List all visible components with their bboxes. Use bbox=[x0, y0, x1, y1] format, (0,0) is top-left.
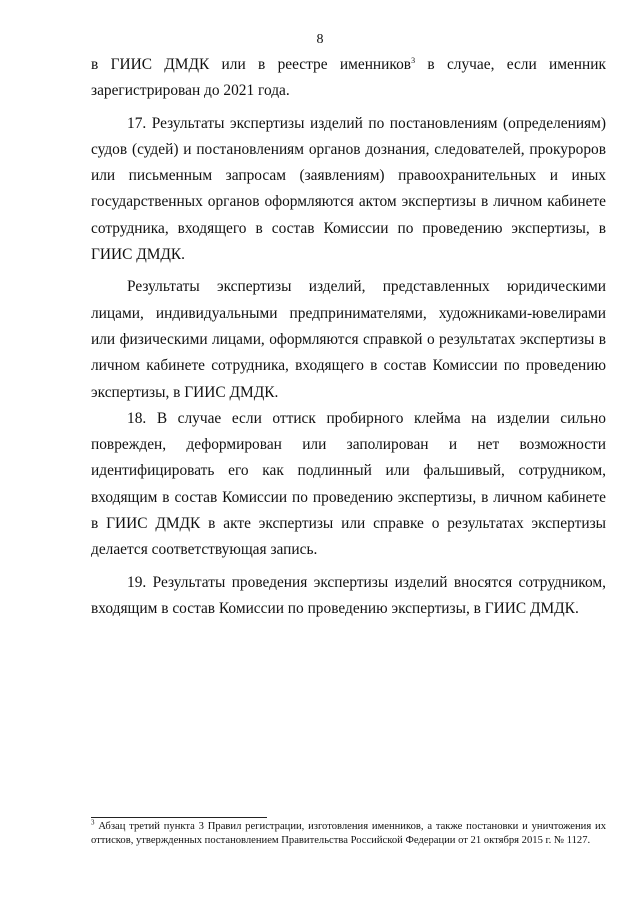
paragraph-item-18: 18. В случае если оттиск пробирного клейма на изделии сильно поврежден, деформирован или заполирован и нет возможности идентифицировать его как подлинный или фальшивый, сотрудником, входящим в состав Комиссии по проведению экспертизы, в личном кабинете в ГИИС ДМДК в акте экспертизы или справке о результатах экспертизы делается соответствующая запись. bbox=[91, 409, 606, 559]
footnote bbox=[91, 820, 606, 848]
paragraph-text: в ГИИС ДМДК или в реестре именников bbox=[91, 56, 412, 73]
footnote-separator bbox=[91, 817, 267, 818]
paragraph-item-17-second: Результаты экспертизы изделий, представленных юридическими лицами, индивидуальными предпринимателями, художниками-ювелирами или физическими лицами, оформляются справкой о результатах экспертизы в личном кабинете сотрудника, входящего в состав Комиссии по проведению экспертизы, в ГИИС ДМДК. bbox=[91, 278, 606, 401]
paragraph-continuation bbox=[91, 52, 606, 105]
paragraph-item-19: 19. Результаты проведения экспертизы изделий вносятся сотрудником, входящим в состав Комиссии по проведению экспертизы, в ГИИС ДМДК. bbox=[91, 573, 606, 617]
footnote-text: Абзац третий пункта 3 Правил регистрации, изготовления именников, а также постановки и уничтожения их оттисков, утвержденных постановлением Правительства Российской Федерации от 21 октября 2015 г. № 1127. bbox=[91, 821, 606, 846]
footnote-mark: 3 bbox=[91, 818, 95, 827]
document-body bbox=[91, 52, 606, 622]
page-number: 8 bbox=[316, 32, 324, 47]
footnote-reference: 3 bbox=[411, 55, 416, 65]
paragraph-item-17: 17. Результаты экспертизы изделий по постановлениям (определениям) судов (судей) и постановлениям органов дознания, следователей, прокуроров или письменным запросам (заявлениям) правоохранительных и иных государственных органов оформляются актом экспертизы в личном кабинете сотрудника, входящего в состав Комиссии по проведению экспертизы, в ГИИС ДМДК. bbox=[91, 114, 606, 264]
paragraph-text: в случае, если именник зарегистрирован до 2021 года. bbox=[91, 56, 606, 100]
